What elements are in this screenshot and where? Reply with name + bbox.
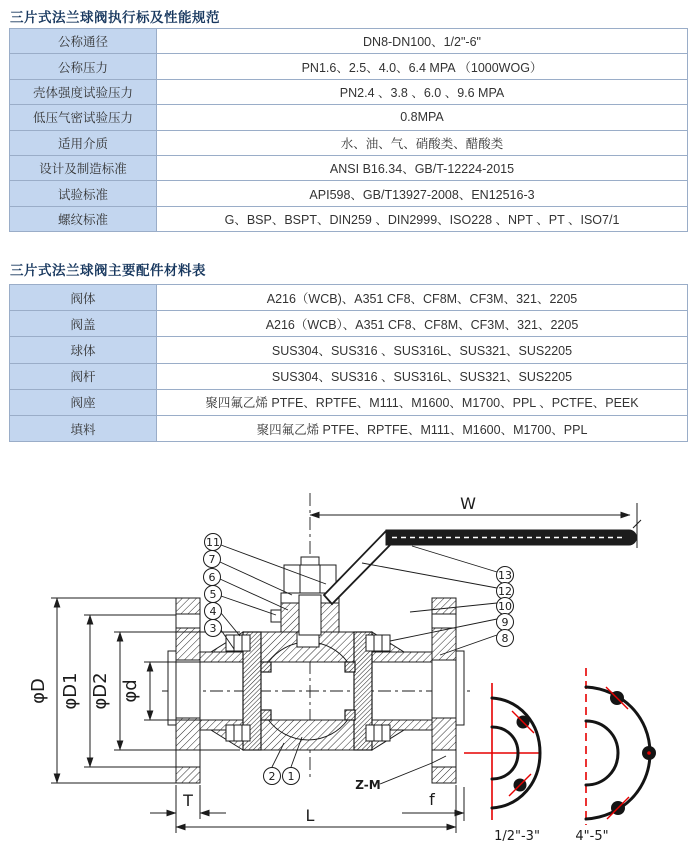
- row-label: 壳体强度试验压力: [10, 79, 157, 104]
- table-row: [10, 79, 688, 104]
- row-value: 聚四氟乙烯 PTFE、RPTFE、M111、M1600、M1700、PPL 、PCTFE、PEEK: [157, 389, 688, 415]
- row-label: 阀盖: [10, 311, 157, 337]
- flange-view-large-label: 4"-5": [575, 829, 609, 844]
- callout-5: 5: [209, 588, 217, 601]
- callout-8: 8: [501, 632, 509, 645]
- table-row: [10, 285, 688, 311]
- row-value: SUS304、SUS316 、SUS316L、SUS321、SUS2205: [157, 363, 688, 389]
- row-value: ANSI B16.34、GB/T-12224-2015: [157, 155, 688, 180]
- callout-2: 2: [268, 770, 276, 783]
- table-row: [10, 29, 688, 54]
- row-label: 公称通径: [10, 29, 157, 54]
- spec-table: [9, 28, 688, 232]
- callout-1: 1: [287, 770, 295, 783]
- material-table-title: 三片式法兰球阀主要配件材料表: [10, 263, 206, 278]
- gland-stop: [271, 610, 281, 622]
- raised-face-right: [456, 651, 464, 725]
- table-row: [10, 155, 688, 180]
- callout-6: 6: [208, 571, 216, 584]
- row-value: PN1.6、2.5、4.0、6.4 MPA （1000WOG）: [157, 54, 688, 79]
- dim-label-zm: Z-M: [355, 778, 381, 792]
- stem-nut: [284, 557, 336, 593]
- dim-label-w: W: [460, 494, 476, 513]
- valve-stem: [299, 595, 321, 635]
- callout-4: 4: [209, 605, 217, 618]
- callout-12: 12: [498, 585, 512, 598]
- row-value: DN8-DN100、1/2"-6": [157, 29, 688, 54]
- dim-label-t: T: [183, 791, 193, 810]
- bolt-top-right: [366, 635, 390, 651]
- table-row: [10, 105, 688, 130]
- callout-3: 3: [209, 622, 217, 635]
- row-value: PN2.4 、3.8 、6.0 、9.6 MPA: [157, 79, 688, 104]
- callout-11: 11: [206, 536, 220, 549]
- row-value: 水、油、气、硝酸类、醋酸类: [157, 130, 688, 155]
- flange-view-small-label: 1/2"-3": [494, 829, 540, 844]
- row-label: 设计及制造标准: [10, 155, 157, 180]
- table-row: [10, 181, 688, 206]
- flange-right: [432, 598, 464, 783]
- dim-label-d2: φD2: [90, 672, 111, 710]
- bolt-bottom-left: [226, 725, 250, 741]
- row-label: 阀体: [10, 285, 157, 311]
- table-row: [10, 130, 688, 155]
- callout-7: 7: [208, 553, 216, 566]
- spec-table-title: 三片式法兰球阀执行标及性能规范: [10, 10, 220, 25]
- flange-end-view-large: [575, 668, 656, 844]
- table-row: [10, 54, 688, 79]
- row-label: 阀杆: [10, 363, 157, 389]
- table-row: [10, 363, 688, 389]
- row-value: A216（WCB）、A351 CF8、CF8M、CF3M、321、2205: [157, 311, 688, 337]
- row-label: 试验标准: [10, 181, 157, 206]
- table-row: [10, 206, 688, 231]
- row-value: 0.8MPA: [157, 105, 688, 130]
- dim-label-d1: φD1: [60, 672, 81, 710]
- callout-13: 13: [498, 569, 512, 582]
- row-label: 低压气密试验压力: [10, 105, 157, 130]
- row-label: 阀座: [10, 389, 157, 415]
- row-value: API598、GB/T13927-2008、EN12516-3: [157, 181, 688, 206]
- material-table: [9, 284, 688, 442]
- row-label: 球体: [10, 337, 157, 363]
- dim-label-d: φD: [28, 678, 49, 704]
- callout-10: 10: [498, 600, 512, 613]
- bolt-bottom-right: [366, 725, 390, 741]
- valve-technical-drawing: [0, 455, 696, 852]
- row-value: SUS304、SUS316 、SUS316L、SUS321、SUS2205: [157, 337, 688, 363]
- table-row: [10, 415, 688, 441]
- flange-end-view-small: [464, 683, 540, 844]
- callout-9: 9: [501, 616, 509, 629]
- row-label: 公称压力: [10, 54, 157, 79]
- row-label: 填料: [10, 415, 157, 441]
- table-row: [10, 337, 688, 363]
- flange-left: [168, 598, 200, 783]
- valve-section-svg: [0, 455, 696, 852]
- table-row: [10, 389, 688, 415]
- row-value: A216（WCB)、A351 CF8、CF8M、CF3M、321、2205: [157, 285, 688, 311]
- row-value: G、BSP、BSPT、DIN259 、DIN2999、ISO228 、NPT 、PT 、ISO7/1: [157, 206, 688, 231]
- row-label: 螺纹标准: [10, 206, 157, 231]
- row-label: 适用介质: [10, 130, 157, 155]
- dim-label-d-bore: φd: [120, 679, 141, 703]
- table-row: [10, 311, 688, 337]
- dim-label-f: f: [429, 790, 435, 809]
- dim-label-l: L: [305, 806, 315, 825]
- row-value: 聚四氟乙烯 PTFE、RPTFE、M111、M1600、M1700、PPL: [157, 415, 688, 441]
